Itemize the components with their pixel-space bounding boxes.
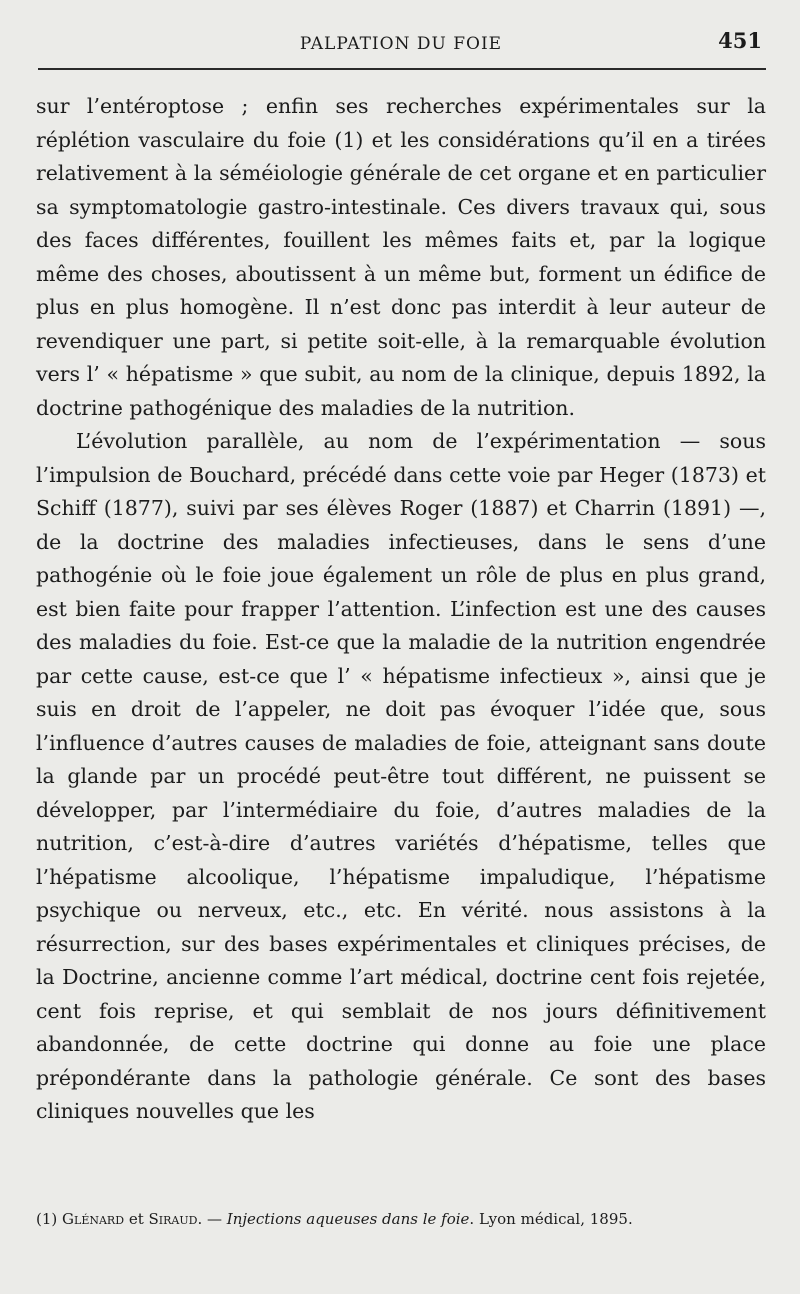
page-number: 451 — [718, 28, 762, 53]
running-title: PALPATION DU FOIE — [299, 34, 503, 54]
page-header — [36, 28, 766, 62]
footnote-title: Injections aqueuses dans le foie — [226, 1210, 470, 1228]
paragraph-2: L’évolution parallèle, au nom de l’expérimentation — sous l’impulsion de Bouchard, précédé dans cette voie par Heger (1873) et Schiff (1877), suivi par ses élèves Roger (1887) et Charrin (1891) —, de la doctrine des maladies infectieuses, dans le sens d’une pathogénie où le foie joue également un rôle de plus en plus grand, est bien faite pour frapper l’attention. L’infection est une des causes des maladies du foie. Est-ce que la maladie de la nutrition engendrée par cette cause, est-ce que l’ « hépatisme infectieux », ainsi que je suis en droit de l’appeler, ne doit pas évoquer l’idée que, sous l’influence d’autres causes de maladies de foie, atteignant sans doute la glande par un procédé peut-être tout différent, ne puissent se développer, par l’intermédiaire du foie, d’autres maladies de la nutrition, c’est-à-dire d’autres variétés d’hépatisme, telles que l’hépatisme alcoolique, l’hépatisme impaludique, l’hépatisme psychique ou nerveux, etc., etc. En vérité. nous assistons à la résurrection, sur des bases expérimentales et cliniques précises, de la Doctrine, ancienne comme l’art médical, doctrine cent fois rejetée, cent fois reprise, et qui semblait de nos jours définitivement abandonnée, de cette doctrine qui donne au foie une place prépondérante dans la pathologie générale. Ce sont des bases cliniques nouvelles que les — [36, 429, 766, 1123]
footnote-author-1: Glénard — [62, 1210, 125, 1228]
paragraph-1: sur l’entéroptose ; enfin ses recherches expérimentales sur la réplétion vasculaire du foie (1) et les considérations qu’il en a tirées relativement à la séméiologie générale de cet organe et en particulier sa symptomatologie gastro-intestinale. Ces divers travaux qui, sous des faces différentes, fouillent les mêmes faits et, par la logique même des choses, aboutissent à un même but, forment un édifice de plus en plus homogène. Il n’est donc pas interdit à leur auteur de revendiquer une part, si petite soit-elle, à la remarquable évolution vers l’ « hépatisme » que subit, au nom de la clinique, depuis 1892, la doctrine pathogénique des maladies de la nutrition. — [36, 94, 766, 420]
footnote-conjunction: et — [128, 1210, 144, 1228]
footnote-author-2: Siraud — [148, 1210, 198, 1228]
body-text — [36, 90, 766, 1129]
footnote-source: . Lyon médical, 1895. — [469, 1210, 633, 1228]
footnote — [36, 1208, 766, 1230]
header-rule — [38, 68, 766, 70]
footnote-dash: . — — [197, 1210, 222, 1228]
footnote-marker: (1) — [36, 1210, 58, 1228]
